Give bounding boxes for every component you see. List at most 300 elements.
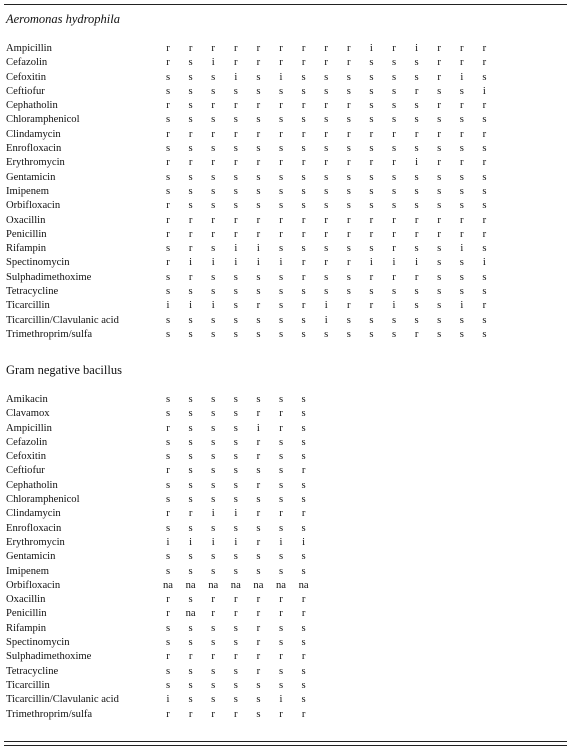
drug-name: Sulphadimethoxime (6, 651, 92, 663)
drug-name: Cephatholin (6, 100, 58, 112)
susceptibility-cell: s (211, 71, 216, 83)
susceptibility-cell: r (166, 200, 170, 212)
susceptibility-cell: s (211, 314, 216, 326)
susceptibility-cell: s (233, 494, 238, 506)
susceptibility-cell: s (165, 522, 171, 534)
susceptibility-cell: s (256, 200, 261, 212)
susceptibility-cell: s (211, 171, 216, 183)
drug-name: Gentamicin (6, 171, 56, 183)
susceptibility-cell: na (185, 579, 196, 591)
susceptibility-cell: i (166, 694, 170, 706)
susceptibility-cell: r (437, 100, 441, 112)
susceptibility-cell: r (437, 128, 441, 140)
susceptibility-cell: r (256, 214, 261, 226)
susceptibility-cell: s (301, 665, 306, 677)
susceptibility-cell: r (279, 708, 283, 720)
susceptibility-cell: s (211, 622, 216, 634)
susceptibility-cell: s (324, 243, 329, 255)
susceptibility-cell: s (301, 85, 306, 97)
susceptibility-cell: s (278, 314, 284, 326)
susceptibility-cell: s (346, 243, 351, 255)
drug-name: Clindamycin (6, 128, 61, 140)
susceptibility-cell: s (188, 85, 193, 97)
susceptibility-cell: s (324, 71, 329, 83)
susceptibility-cell: r (301, 214, 306, 226)
susceptibility-cell: s (256, 394, 261, 405)
susceptibility-cell: s (211, 408, 216, 420)
susceptibility-cell: s (165, 171, 171, 183)
susceptibility-cell: s (278, 185, 284, 197)
susceptibility-cell: i (460, 71, 464, 83)
susceptibility-cell: s (256, 143, 261, 155)
susceptibility-cell: r (460, 157, 464, 169)
susceptibility-cell: r (166, 57, 170, 69)
susceptibility-cell: i (234, 508, 238, 520)
susceptibility-cell: s (188, 594, 193, 606)
susceptibility-cell: s (188, 694, 193, 706)
drug-name: Ticarcillin (6, 300, 50, 312)
drug-name: Chloramphenicol (6, 114, 80, 126)
susceptibility-cell: s (391, 314, 397, 326)
susceptibility-cell: s (256, 85, 261, 97)
susceptibility-cell: r (347, 100, 351, 112)
susceptibility-cell: s (188, 451, 193, 463)
susceptibility-cell: s (346, 328, 351, 340)
susceptibility-cell: s (211, 494, 216, 506)
susceptibility-cell: r (301, 508, 306, 520)
susceptibility-cell: s (278, 436, 284, 448)
susceptibility-cell: s (188, 57, 193, 69)
susceptibility-cell: na (230, 579, 241, 591)
susceptibility-cell: s (324, 85, 329, 97)
susceptibility-cell: r (369, 128, 374, 140)
susceptibility-cell: s (414, 185, 419, 197)
drug-name: Enrofloxacin (6, 143, 62, 155)
susceptibility-cell: s (414, 171, 419, 183)
susceptibility-cell: s (301, 451, 306, 463)
susceptibility-cell: r (256, 651, 261, 663)
susceptibility-cell: s (414, 57, 419, 69)
susceptibility-cell: s (256, 679, 261, 691)
susceptibility-cell: r (414, 214, 419, 226)
susceptibility-cell: i (279, 257, 283, 269)
drug-name: Clavamox (6, 408, 50, 420)
susceptibility-cell: s (233, 314, 238, 326)
susceptibility-cell: s (414, 286, 419, 298)
bottom-rule (4, 741, 567, 742)
susceptibility-cell: i (369, 43, 373, 54)
susceptibility-cell: i (482, 257, 486, 269)
susceptibility-cell: s (188, 314, 193, 326)
susceptibility-cell: s (459, 271, 464, 283)
susceptibility-cell: s (211, 465, 216, 477)
susceptibility-cell: r (301, 465, 306, 477)
susceptibility-cell: s (188, 436, 193, 448)
drug-name: Cefoxitin (6, 451, 47, 463)
susceptibility-cell: s (482, 243, 487, 255)
drug-name: Ceftiofur (6, 465, 45, 477)
susceptibility-cell: s (188, 679, 193, 691)
susceptibility-cell: s (301, 328, 306, 340)
susceptibility-cell: s (301, 551, 306, 563)
susceptibility-cell: r (482, 300, 487, 312)
susceptibility-cell: s (369, 143, 374, 155)
susceptibility-cell: r (324, 100, 328, 112)
susceptibility-cell: r (301, 57, 306, 69)
susceptibility-cell: s (482, 328, 487, 340)
susceptibility-cell: s (256, 694, 261, 706)
susceptibility-cell: i (324, 314, 328, 326)
susceptibility-cell: r (482, 157, 487, 169)
susceptibility-cell: r (414, 271, 419, 283)
susceptibility-cell: r (211, 214, 215, 226)
drug-name: Ceftiofur (6, 85, 45, 97)
susceptibility-cell: s (233, 394, 238, 405)
susceptibility-cell: s (278, 85, 284, 97)
susceptibility-cell: s (391, 143, 397, 155)
susceptibility-cell: r (347, 43, 351, 54)
susceptibility-cell: s (165, 551, 171, 563)
susceptibility-cell: r (166, 422, 170, 434)
drug-name: Imipenem (6, 185, 49, 197)
drug-name: Ticarcillin/Clavulanic acid (6, 314, 119, 326)
susceptibility-cell: r (256, 451, 261, 463)
susceptibility-cell: s (346, 200, 351, 212)
susceptibility-cell: r (256, 594, 261, 606)
susceptibility-cell: r (211, 708, 215, 720)
susceptibility-cell: s (369, 243, 374, 255)
susceptibility-cell: s (233, 665, 238, 677)
susceptibility-cell: s (301, 565, 306, 577)
susceptibility-cell: na (185, 608, 196, 620)
susceptibility-cell: r (414, 328, 419, 340)
susceptibility-cell: s (256, 314, 261, 326)
drug-name: Trimethroprim/sulfa (6, 328, 93, 340)
susceptibility-cell: r (301, 100, 306, 112)
susceptibility-cell: r (392, 214, 396, 226)
susceptibility-cell: r (166, 508, 170, 520)
susceptibility-cell: r (234, 594, 238, 606)
susceptibility-cell: i (482, 85, 486, 97)
susceptibility-cell: s (188, 71, 193, 83)
susceptibility-cell: s (211, 565, 216, 577)
susceptibility-cell: r (234, 214, 238, 226)
drug-name: Rifampin (6, 243, 47, 255)
susceptibility-cell: s (414, 300, 419, 312)
susceptibility-cell: r (234, 228, 238, 240)
susceptibility-cell: s (233, 436, 238, 448)
susceptibility-cell: s (233, 85, 238, 97)
susceptibility-cell: s (324, 114, 329, 126)
susceptibility-cell: r (234, 157, 238, 169)
susceptibility-cell: s (211, 328, 216, 340)
susceptibility-cell: s (369, 100, 374, 112)
susceptibility-cell: s (391, 185, 397, 197)
susceptibility-cell: s (278, 479, 284, 491)
susceptibility-cell: s (188, 494, 193, 506)
drug-name: Orbifloxacin (6, 200, 61, 212)
susceptibility-cell: s (459, 85, 464, 97)
susceptibility-cell: s (165, 408, 171, 420)
drug-name: Ampicillin (6, 422, 52, 434)
susceptibility-cell: r (188, 43, 193, 54)
susceptibility-cell: s (324, 328, 329, 340)
susceptibility-cell: r (392, 43, 396, 54)
susceptibility-cell: s (165, 394, 171, 405)
susceptibility-cell: r (234, 128, 238, 140)
susceptibility-cell: s (211, 522, 216, 534)
susceptibility-cell: s (346, 271, 351, 283)
drug-name: Penicillin (6, 608, 47, 620)
susceptibility-cell: s (165, 286, 171, 298)
susceptibility-cell: s (437, 200, 442, 212)
susceptibility-cell: s (188, 565, 193, 577)
susceptibility-cell: s (482, 286, 487, 298)
susceptibility-cell: s (233, 143, 238, 155)
susceptibility-cell: s (414, 71, 419, 83)
susceptibility-cell: s (211, 286, 216, 298)
susceptibility-cell: r (166, 43, 170, 54)
susceptibility-cell: r (347, 57, 351, 69)
susceptibility-cell: s (301, 114, 306, 126)
susceptibility-cell: r (437, 214, 441, 226)
susceptibility-cell: s (391, 114, 397, 126)
susceptibility-cell: r (256, 622, 261, 634)
susceptibility-cell: r (347, 128, 351, 140)
susceptibility-cell: s (278, 300, 284, 312)
drug-name: Tetracycline (6, 286, 59, 298)
susceptibility-cell: i (256, 243, 260, 255)
susceptibility-cell: s (188, 328, 193, 340)
drug-name: Oxacillin (6, 214, 46, 226)
susceptibility-cell: r (324, 57, 328, 69)
susceptibility-cell: s (188, 185, 193, 197)
susceptibility-cell: s (482, 71, 487, 83)
susceptibility-cell: r (256, 43, 261, 54)
susceptibility-cell: r (392, 128, 396, 140)
susceptibility-cell: r (256, 300, 261, 312)
susceptibility-cell: s (278, 243, 284, 255)
susceptibility-cell: r (460, 228, 464, 240)
susceptibility-cell: r (324, 43, 328, 54)
susceptibility-cell: s (324, 185, 329, 197)
susceptibility-cell: s (278, 665, 284, 677)
susceptibility-cell: s (459, 314, 464, 326)
susceptibility-cell: s (437, 143, 442, 155)
susceptibility-cell: r (211, 43, 215, 54)
susceptibility-cell: r (166, 100, 170, 112)
susceptibility-cell: s (346, 85, 351, 97)
susceptibility-cell: s (459, 286, 464, 298)
susceptibility-cell: s (369, 185, 374, 197)
susceptibility-cell: i (392, 300, 396, 312)
susceptibility-cell: s (278, 200, 284, 212)
susceptibility-cell: s (278, 565, 284, 577)
susceptibility-cell: r (211, 608, 215, 620)
susceptibility-cell: s (278, 522, 284, 534)
drug-name: Cefazolin (6, 436, 48, 448)
susceptibility-cell: s (324, 271, 329, 283)
susceptibility-cell: r (256, 436, 261, 448)
susceptibility-cell: s (278, 394, 284, 405)
susceptibility-cell: r (166, 257, 170, 269)
susceptibility-cell: s (165, 479, 171, 491)
susceptibility-cell: r (256, 408, 261, 420)
susceptibility-cell: r (166, 157, 170, 169)
susceptibility-cell: s (256, 71, 261, 83)
susceptibility-cell: r (369, 300, 374, 312)
susceptibility-cell: r (234, 100, 238, 112)
susceptibility-cell: i (234, 536, 238, 548)
susceptibility-cell: s (301, 637, 306, 649)
susceptibility-cell: r (211, 157, 215, 169)
susceptibility-cell: s (256, 551, 261, 563)
susceptibility-cell: s (256, 286, 261, 298)
susceptibility-cell: r (301, 271, 306, 283)
susceptibility-cell: r (256, 100, 261, 112)
susceptibility-cell: s (233, 408, 238, 420)
susceptibility-cell: r (301, 594, 306, 606)
susceptibility-cell: s (437, 185, 442, 197)
susceptibility-cell: s (211, 551, 216, 563)
susceptibility-cell: r (279, 57, 283, 69)
susceptibility-cell: s (278, 328, 284, 340)
susceptibility-cell: s (324, 286, 329, 298)
susceptibility-cell: r (324, 228, 328, 240)
susceptibility-cell: s (437, 171, 442, 183)
susceptibility-cell: s (233, 551, 238, 563)
susceptibility-cell: s (165, 436, 171, 448)
susceptibility-cell: s (391, 200, 397, 212)
susceptibility-cell: na (163, 579, 173, 591)
susceptibility-cell: r (414, 128, 419, 140)
susceptibility-cell: r (301, 608, 306, 620)
susceptibility-cell: r (234, 43, 238, 54)
susceptibility-cell: r (392, 243, 396, 255)
susceptibility-cell: s (165, 637, 171, 649)
susceptibility-cell: s (233, 565, 238, 577)
susceptibility-cell: s (437, 271, 442, 283)
susceptibility-cell: s (211, 422, 216, 434)
susceptibility-cell: s (211, 243, 216, 255)
susceptibility-cell: r (324, 214, 328, 226)
susceptibility-cell: r (482, 128, 487, 140)
susceptibility-cell: s (391, 100, 397, 112)
susceptibility-cell: r (188, 228, 193, 240)
susceptibility-cell: r (324, 157, 328, 169)
susceptibility-cell: s (482, 200, 487, 212)
susceptibility-cell: s (369, 314, 374, 326)
susceptibility-cell: s (233, 171, 238, 183)
susceptibility-cell: s (369, 114, 374, 126)
susceptibility-cell: s (391, 71, 397, 83)
susceptibility-cell: r (369, 214, 374, 226)
susceptibility-cell: s (437, 300, 442, 312)
susceptibility-cell: s (165, 114, 171, 126)
susceptibility-cell: r (166, 594, 170, 606)
susceptibility-cell: r (279, 608, 283, 620)
susceptibility-cell: r (188, 214, 193, 226)
susceptibility-cell: s (165, 451, 171, 463)
susceptibility-cell: r (256, 57, 261, 69)
susceptibility-cell: r (324, 257, 328, 269)
susceptibility-cell: i (279, 536, 283, 548)
susceptibility-cell: na (253, 579, 264, 591)
susceptibility-cell: s (278, 622, 284, 634)
susceptibility-cell: s (256, 328, 261, 340)
susceptibility-cell: s (346, 185, 351, 197)
susceptibility-cell: s (301, 494, 306, 506)
susceptibility-cell: s (188, 551, 193, 563)
susceptibility-cell: s (233, 465, 238, 477)
susceptibility-cell: r (256, 508, 261, 520)
susceptibility-cell: s (233, 679, 238, 691)
susceptibility-cell: s (211, 271, 216, 283)
section-title-aeromonas: Aeromonas hydrophila (6, 12, 120, 26)
susceptibility-cell: i (279, 71, 283, 83)
susceptibility-cell: s (233, 328, 238, 340)
susceptibility-cell: s (369, 57, 374, 69)
susceptibility-cell: s (211, 394, 216, 405)
susceptibility-cell: i (369, 257, 373, 269)
top-rule (4, 4, 567, 5)
susceptibility-cell: r (460, 128, 464, 140)
susceptibility-cell: s (301, 394, 306, 405)
drug-name: Erythromycin (6, 536, 65, 548)
susceptibility-cell: s (188, 100, 193, 112)
susceptibility-cell: i (279, 694, 283, 706)
susceptibility-cell: s (324, 200, 329, 212)
susceptibility-cell: s (414, 100, 419, 112)
drug-name: Rifampin (6, 622, 47, 634)
susceptibility-cell: r (256, 228, 261, 240)
susceptibility-cell: s (437, 328, 442, 340)
susceptibility-cell: s (165, 243, 171, 255)
susceptibility-cell: s (301, 622, 306, 634)
susceptibility-cell: r (166, 708, 170, 720)
susceptibility-cell: i (189, 257, 193, 269)
susceptibility-cell: s (369, 171, 374, 183)
susceptibility-cell: s (233, 300, 238, 312)
susceptibility-cell: s (211, 637, 216, 649)
susceptibility-cell: s (459, 328, 464, 340)
susceptibility-cell: s (301, 422, 306, 434)
drug-name: Chloramphenicol (6, 494, 80, 506)
susceptibility-cell: s (278, 465, 284, 477)
drug-name: Ticarcillin/Clavulanic acid (6, 694, 119, 706)
susceptibility-cell: r (188, 243, 193, 255)
susceptibility-cell: s (188, 114, 193, 126)
susceptibility-cell: r (234, 57, 238, 69)
susceptibility-cell: r (392, 271, 396, 283)
susceptibility-cell: r (301, 228, 306, 240)
susceptibility-cell: i (256, 257, 260, 269)
susceptibility-cell: s (233, 185, 238, 197)
susceptibility-cell: r (256, 128, 261, 140)
susceptibility-cell: s (414, 114, 419, 126)
susceptibility-cell: s (256, 171, 261, 183)
susceptibility-cell: s (369, 200, 374, 212)
susceptibility-cell: s (482, 171, 487, 183)
susceptibility-cell: s (278, 551, 284, 563)
susceptibility-cell: s (256, 271, 261, 283)
susceptibility-cell: r (347, 157, 351, 169)
susceptibility-cell: r (437, 228, 441, 240)
susceptibility-cell: s (188, 465, 193, 477)
susceptibility-cell: s (459, 257, 464, 269)
drug-name: Amikacin (6, 394, 48, 405)
susceptibility-cell: r (188, 157, 193, 169)
